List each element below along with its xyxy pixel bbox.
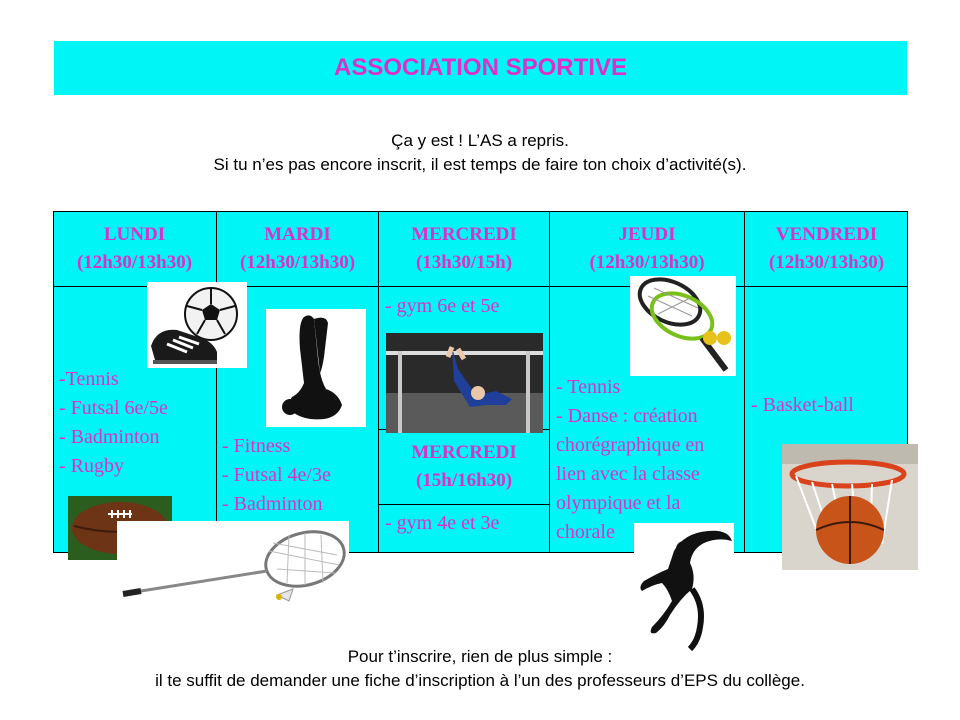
activity: - Badminton bbox=[59, 426, 160, 448]
header-lundi bbox=[53, 211, 216, 286]
day-label: MERCREDI bbox=[411, 442, 517, 463]
table-col-line bbox=[549, 211, 550, 553]
day-label: VENDREDI bbox=[775, 223, 878, 245]
time-label: (13h30/15h) bbox=[415, 251, 513, 273]
day-label: LUNDI bbox=[103, 223, 166, 245]
day-label: JEUDI bbox=[618, 223, 676, 245]
table-col-line bbox=[378, 211, 379, 553]
table-border-top bbox=[53, 211, 908, 212]
header-mercredi-1 bbox=[379, 211, 549, 286]
soccer-ball-image bbox=[147, 282, 247, 368]
day-label: MARDI bbox=[264, 223, 331, 245]
activity: lien avec la classe bbox=[556, 463, 700, 485]
header-mercredi-2 bbox=[379, 430, 549, 504]
header-mardi bbox=[217, 211, 378, 286]
activity: - gym 6e et 5e bbox=[385, 295, 500, 317]
time-label: (12h30/13h30) bbox=[589, 251, 705, 273]
activity: olympique et la bbox=[556, 492, 681, 514]
time-label: (15h/16h30) bbox=[415, 470, 513, 491]
intro-text bbox=[0, 129, 960, 177]
outro-line-2: il te suffit de demander une fiche d’inscription à l’un des professeurs d’EPS du collège. bbox=[155, 671, 805, 690]
basketball-image bbox=[782, 444, 918, 570]
dancer-silhouette-image bbox=[634, 523, 734, 653]
activity: - Fitness bbox=[222, 435, 291, 457]
activity: -Tennis bbox=[59, 368, 119, 390]
fitness-silhouette-image bbox=[266, 309, 366, 427]
tennis-rackets-image bbox=[630, 276, 736, 376]
table-col-line bbox=[744, 211, 745, 553]
activity: - Badminton bbox=[222, 493, 323, 515]
outro-line-1: Pour t’inscrire, rien de plus simple : bbox=[347, 647, 613, 666]
time-label: (12h30/13h30) bbox=[239, 251, 356, 273]
page-title: ASSOCIATION SPORTIVE bbox=[334, 54, 627, 81]
activity: - Rugby bbox=[59, 455, 124, 477]
header-jeudi bbox=[550, 211, 744, 286]
outro-text bbox=[0, 645, 960, 693]
day-label: MERCREDI bbox=[411, 223, 517, 245]
intro-line-2: Si tu n’es pas encore inscrit, il est temps de faire ton choix d’activité(s). bbox=[213, 155, 747, 174]
activity: - gym 4e et 3e bbox=[385, 512, 500, 534]
activity: - Tennis bbox=[556, 376, 621, 398]
cell-mercredi-2 bbox=[379, 505, 549, 553]
table-border-mid2 bbox=[379, 504, 550, 505]
activity: chorégraphique en bbox=[556, 434, 705, 456]
header-vendredi bbox=[745, 211, 908, 286]
time-label: (12h30/13h30) bbox=[768, 251, 885, 273]
intro-line-1: Ça y est ! L’AS a repris. bbox=[391, 131, 569, 150]
activity: - Futsal 4e/3e bbox=[222, 464, 331, 486]
title-banner bbox=[54, 41, 907, 95]
activity: chorale bbox=[556, 521, 615, 543]
gymnastics-image bbox=[386, 333, 543, 433]
time-label: (12h30/13h30) bbox=[76, 251, 193, 273]
table-border-left bbox=[53, 211, 54, 553]
activity: - Basket-ball bbox=[751, 394, 854, 416]
activity: - Danse : création bbox=[556, 405, 698, 427]
badminton-racket-image bbox=[117, 521, 349, 607]
activity: - Futsal 6e/5e bbox=[59, 397, 168, 419]
table-col-line bbox=[216, 211, 217, 553]
